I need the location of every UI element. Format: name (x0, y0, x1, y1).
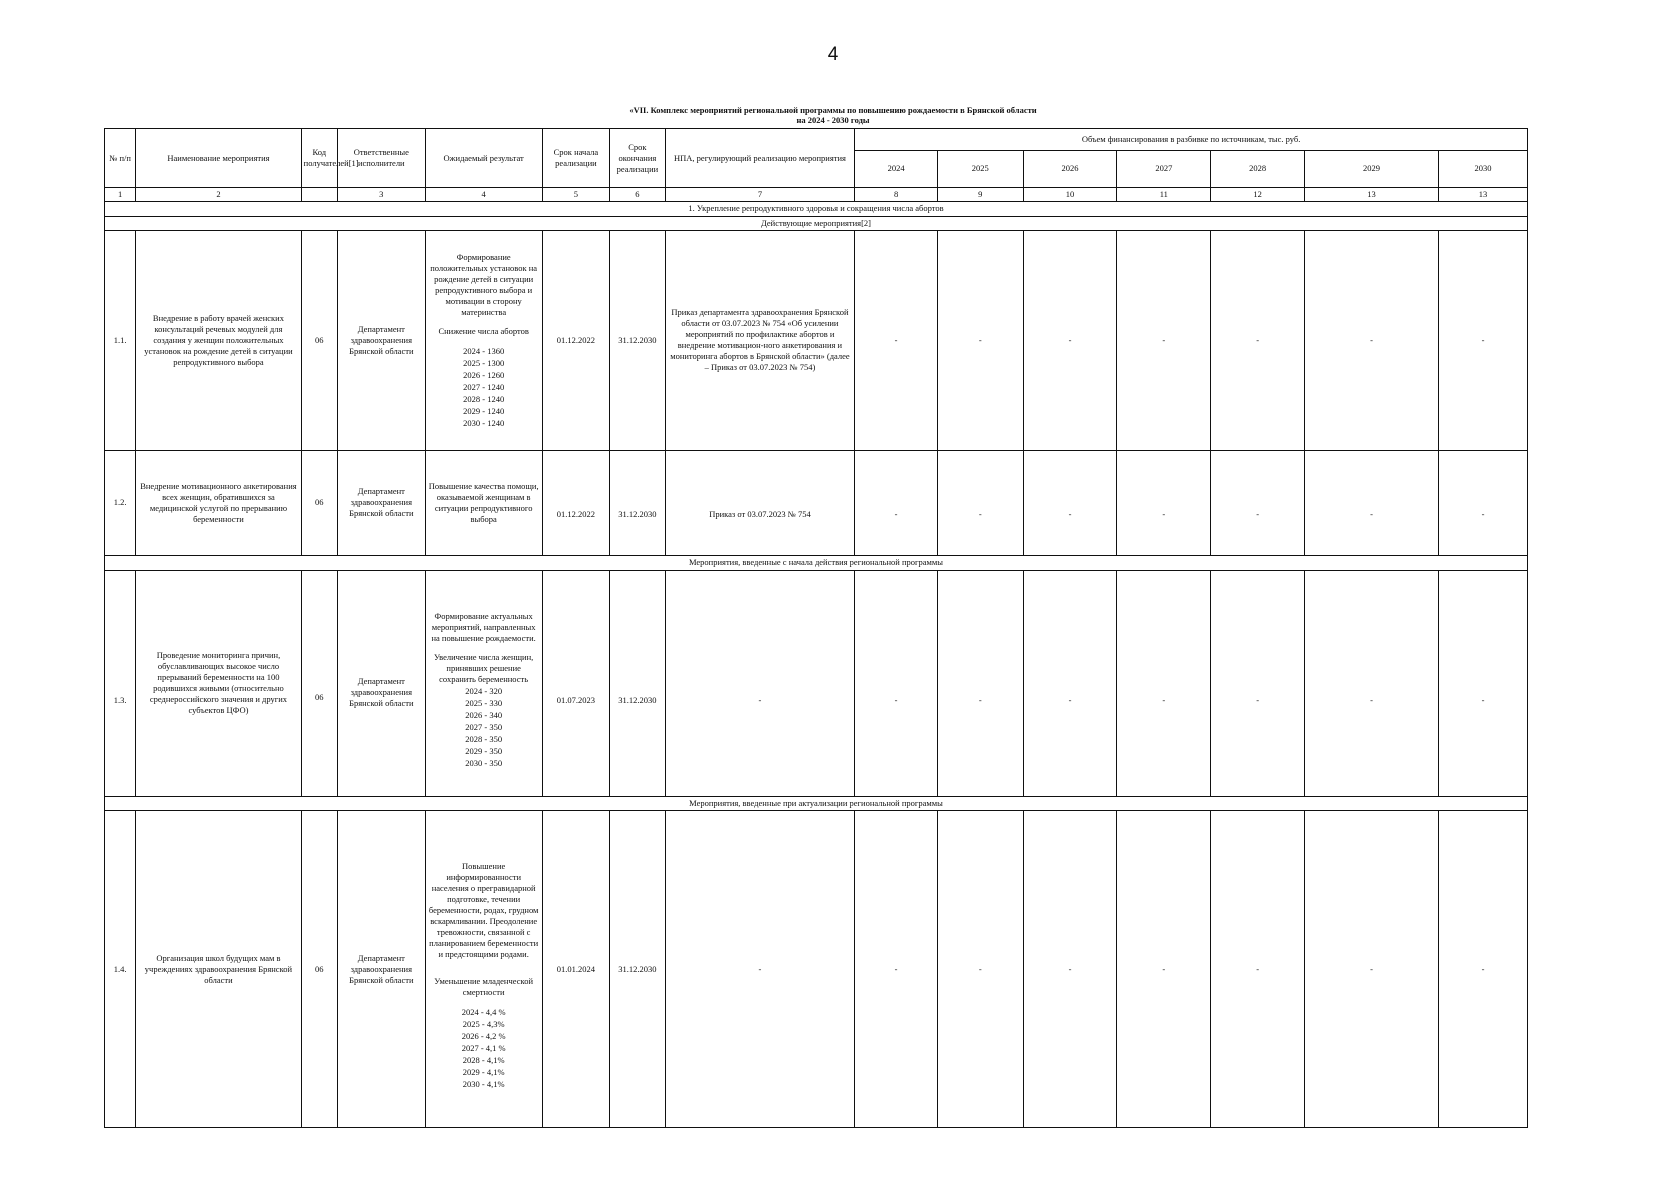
funding-2024: - (855, 231, 938, 451)
row-start: 01.07.2023 (542, 570, 610, 796)
result-value: 2030 - 350 (465, 757, 503, 768)
column-number: 11 (1117, 188, 1211, 202)
funding-2026: - (1023, 450, 1117, 556)
row-num: 1.2. (105, 450, 136, 556)
funding-2027: - (1117, 231, 1211, 451)
header-num: № п/п (105, 129, 136, 188)
result-value: 2024 - 320 (465, 685, 503, 696)
row-end: 31.12.2030 (610, 570, 665, 796)
funding-2028: - (1211, 450, 1305, 556)
funding-2028: - (1211, 570, 1305, 796)
measures-table (104, 128, 1528, 1128)
header-year: 2029 (1305, 150, 1439, 187)
table-row (105, 231, 1528, 451)
column-number: 2 (136, 188, 301, 202)
row-start: 01.12.2022 (542, 450, 610, 556)
row-num: 1.3. (105, 570, 136, 796)
result-value: 2029 - 350 (465, 745, 503, 756)
header-row (105, 129, 1528, 151)
row-executor: Департамент здравоохранения Брянской области (337, 570, 425, 796)
result-value: 2028 - 4,1% (462, 1055, 505, 1065)
result-text: Повышение информированности населения о прегравидарной подготовке, течении беременности, родах, грудном вскармливании. Преодоление тревожности, связанной с планированием беременности и предстоящими родами. (428, 861, 539, 959)
funding-2027: - (1117, 570, 1211, 796)
section-title: 1. Укрепление репродуктивного здоровья и сокращения числа абортов (105, 202, 1528, 217)
funding-2026: - (1023, 231, 1117, 451)
result-value: 2025 - 330 (465, 697, 503, 708)
subsection-row (105, 556, 1528, 571)
title-line-1: «VII. Комплекс мероприятий региональной программы по повышению рождаемости в Брянской области (629, 105, 1037, 115)
row-end: 31.12.2030 (610, 450, 665, 556)
row-npa: Приказ от 03.07.2023 № 754 (665, 450, 855, 556)
measures-table-wrapper (104, 128, 1528, 1096)
result-metric: Уменьшение младенческой смертности (434, 976, 534, 997)
header-executors: Ответственные исполнители (337, 129, 425, 188)
funding-2029: - (1305, 570, 1439, 796)
row-result (425, 570, 542, 796)
result-value: 2025 - 1300 (463, 357, 505, 368)
result-values (428, 345, 540, 429)
row-npa: - (665, 811, 855, 1128)
funding-2027: - (1117, 450, 1211, 556)
row-code: 06 (301, 811, 337, 1128)
row-name: Внедрение в работу врачей женских консультаций речевых модулей для создания у женщин положительных установок на рождение детей в ситуации репродуктивного выбора (136, 231, 301, 451)
funding-2030: - (1439, 450, 1528, 556)
subsection-since-start: Мероприятия, введенные с начала действия региональной программы (105, 556, 1528, 571)
column-number: 6 (610, 188, 665, 202)
funding-2026: - (1023, 570, 1117, 796)
row-npa: Приказ департамента здравоохранения Брянской области от 03.07.2023 № 754 «Об усилении мероприятий по профилактике абортов и внедрение мотивацион-ного анкетирования и мониторинга абортов в Брянской области» (далее – Приказ от 03.07.2023 № 754) (665, 231, 855, 451)
section-row (105, 202, 1528, 217)
funding-2029: - (1305, 811, 1439, 1128)
column-number: 10 (1023, 188, 1117, 202)
header-year: 2030 (1439, 150, 1528, 187)
result-metric: Снижение числа абортов (438, 325, 529, 336)
column-numbers-row (105, 188, 1528, 202)
header-npa: НПА, регулирующий реализацию мероприятия (665, 129, 855, 188)
result-value: 2026 - 4,2 % (461, 1031, 506, 1041)
row-result (425, 811, 542, 1128)
funding-2030: - (1439, 811, 1528, 1128)
header-year: 2024 (855, 150, 938, 187)
title-line-2: на 2024 - 2030 годы (796, 115, 870, 125)
funding-2024: - (855, 811, 938, 1128)
result-value: 2027 - 350 (465, 721, 503, 732)
column-number: 9 (937, 188, 1023, 202)
result-text: Формирование положительных установок на рождение детей в ситуации репродуктивного выбора и мотивации в сторону материнства (430, 251, 538, 317)
result-value: 2024 - 4,4 % (461, 1007, 506, 1017)
row-executor: Департамент здравоохранения Брянской области (337, 811, 425, 1128)
result-value: 2027 - 4,1 % (461, 1043, 506, 1053)
row-num: 1.1. (105, 231, 136, 451)
funding-2030: - (1439, 231, 1528, 451)
funding-2024: - (855, 570, 938, 796)
funding-2025: - (937, 570, 1023, 796)
funding-2029: - (1305, 231, 1439, 451)
funding-2025: - (937, 450, 1023, 556)
header-year: 2026 (1023, 150, 1117, 187)
result-value: 2026 - 1260 (463, 369, 505, 380)
document-title (0, 105, 1666, 125)
header-year: 2025 (937, 150, 1023, 187)
row-executor: Департамент здравоохранения Брянской области (337, 231, 425, 451)
column-number: 4 (425, 188, 542, 202)
page-number: 4 (827, 44, 839, 65)
funding-2028: - (1211, 811, 1305, 1128)
funding-2029: - (1305, 450, 1439, 556)
table-row (105, 570, 1528, 796)
result-values (428, 685, 540, 769)
row-end: 31.12.2030 (610, 231, 665, 451)
row-num: 1.4. (105, 811, 136, 1128)
column-number: 8 (855, 188, 938, 202)
result-value: 2025 - 4,3% (462, 1019, 505, 1029)
result-values (428, 1006, 540, 1090)
column-number: 7 (665, 188, 855, 202)
row-executor: Департамент здравоохранения Брянской области (337, 450, 425, 556)
column-number: 12 (1211, 188, 1305, 202)
column-number: 13 (1439, 188, 1528, 202)
funding-2025: - (937, 231, 1023, 451)
result-value: 2024 - 1360 (463, 345, 505, 356)
column-number (301, 188, 337, 202)
funding-2030: - (1439, 570, 1528, 796)
result-value: 2029 - 4,1% (462, 1067, 505, 1077)
funding-2025: - (937, 811, 1023, 1128)
funding-2026: - (1023, 811, 1117, 1128)
row-start: 01.12.2022 (542, 231, 610, 451)
funding-2027: - (1117, 811, 1211, 1128)
table-row (105, 811, 1528, 1128)
subsection-row (105, 216, 1528, 231)
funding-2024: - (855, 450, 938, 556)
result-value: 2028 - 1240 (463, 393, 505, 404)
row-code: 06 (301, 570, 337, 796)
row-result (425, 231, 542, 451)
row-code: 06 (301, 450, 337, 556)
row-end: 31.12.2030 (610, 811, 665, 1128)
result-metric: Увеличение числа женщин, принявших решение сохранить беременность (434, 651, 534, 684)
table-row (105, 450, 1528, 556)
header-year: 2028 (1211, 150, 1305, 187)
column-number: 1 (105, 188, 136, 202)
header-code: Код получателей[1] (301, 129, 337, 188)
header-name: Наименование мероприятия (136, 129, 301, 188)
result-value: 2029 - 1240 (463, 405, 505, 416)
row-name: Организация школ будущих мам в учреждениях здравоохранения Брянской области (136, 811, 301, 1128)
column-number: 3 (337, 188, 425, 202)
result-text: Формирование актуальных мероприятий, направленных на повышение рождаемости. (431, 610, 536, 643)
row-code: 06 (301, 231, 337, 451)
header-year: 2027 (1117, 150, 1211, 187)
row-result: Повышение качества помощи, оказываемой женщинам в ситуации репродуктивного выбора (425, 450, 542, 556)
result-value: 2026 - 340 (465, 709, 503, 720)
subsection-row (105, 796, 1528, 811)
column-number: 13 (1305, 188, 1439, 202)
subsection-existing: Действующие мероприятия[2] (105, 216, 1528, 231)
header-funding: Объем финансирования в разбивке по источникам, тыс. руб. (855, 129, 1528, 151)
header-result: Ожидаемый результат (425, 129, 542, 188)
result-value: 2030 - 4,1% (462, 1079, 505, 1089)
row-name: Проведение мониторинга причин, обуславливающих высокое число прерываний беременности на 100 родившихся живыми (относительно среднероссийского значения и других субъектов ЦФО) (136, 570, 301, 796)
row-npa: - (665, 570, 855, 796)
result-value: 2030 - 1240 (463, 417, 505, 428)
row-name: Внедрение мотивационного анкетирования всех женщин, обратившихся за медицинской услугой по прерыванию беременности (136, 450, 301, 556)
subsection-on-update: Мероприятия, введенные при актуализации региональной программы (105, 796, 1528, 811)
result-value: 2028 - 350 (465, 733, 503, 744)
row-start: 01.01.2024 (542, 811, 610, 1128)
funding-2028: - (1211, 231, 1305, 451)
header-start: Срок начала реализации (542, 129, 610, 188)
header-end: Срок окончания реализации (610, 129, 665, 188)
column-number: 5 (542, 188, 610, 202)
result-value: 2027 - 1240 (463, 381, 505, 392)
